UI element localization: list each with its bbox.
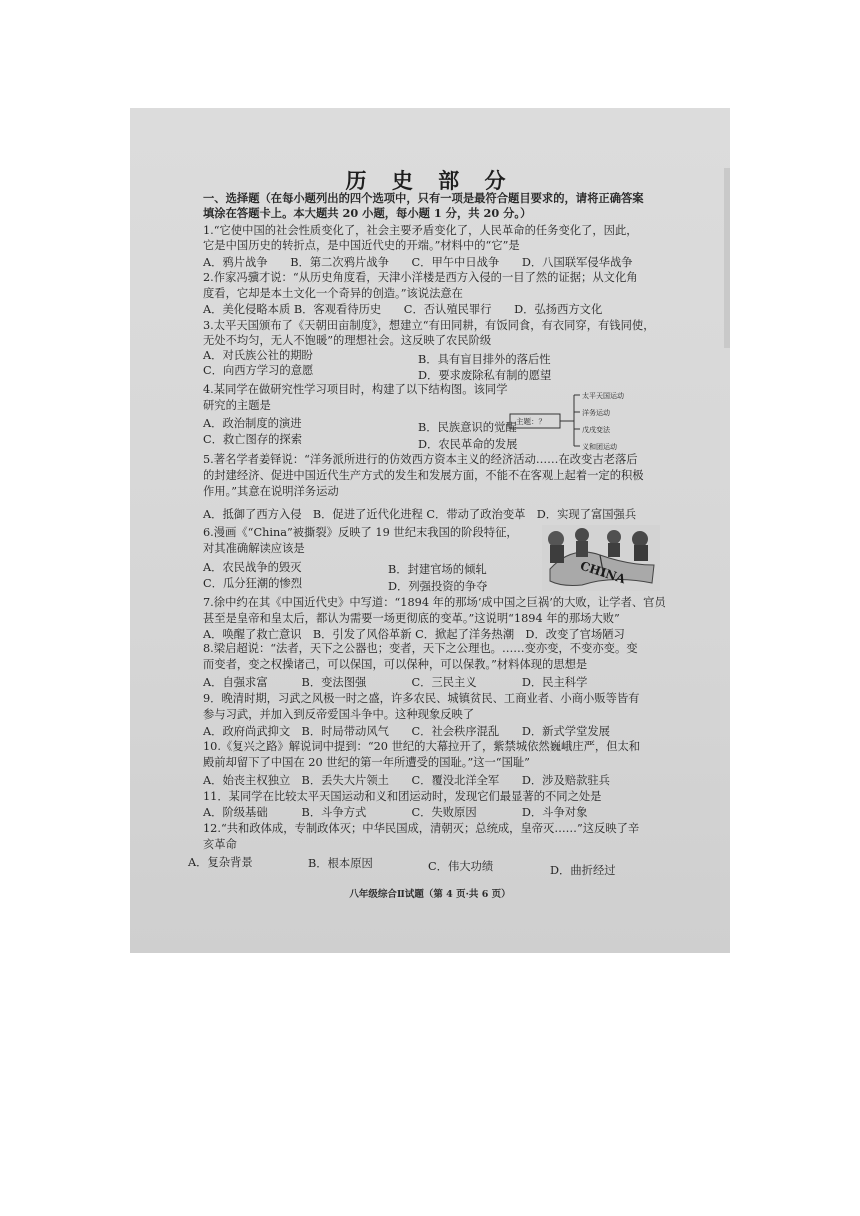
question-4-option-a: A．政治制度的演进 — [203, 417, 302, 430]
question-6-option-c: C．瓜分狂潮的惨烈 — [203, 577, 303, 590]
question-6-option-a: A．农民战争的毁灭 — [203, 561, 302, 574]
question-5-line-2: 的封建经济、促进中国近代生产方式的发生和发展方面，不能不在客观上起着一定的积极 — [203, 469, 644, 482]
question-3-line-1: 3.太平天国颁布了《天朝田亩制度》，想建立“有田同耕，有饭同食，有衣同穿，有钱同使， — [203, 319, 655, 332]
question-3-option-a: A．对氏族公社的期盼 — [203, 349, 313, 362]
cartoon-china-label: CHINA — [578, 558, 628, 587]
question-11-line-1: 11．某同学在比较太平天国运动和义和团运动时，发现它们最显著的不同之处是 — [203, 790, 602, 803]
exam-paper — [130, 108, 730, 953]
question-2-options: A．美化侵略本质 B．客观看待历史 C．否认殖民罪行 D．弘扬西方文化 — [203, 303, 603, 316]
diagram-item-3: 戊戌变法 — [582, 426, 610, 434]
question-3-option-c: C．向西方学习的意愿 — [203, 364, 314, 377]
question-9-options: A．政府尚武抑文 B．时局带动风气 C．社会秩序混乱 D．新式学堂发展 — [203, 725, 610, 738]
question-6-option-d: D．列强投资的争夺 — [388, 580, 488, 593]
question-10-line-1: 10.《复兴之路》解说词中提到：“20 世纪的大幕拉开了，紫禁城依然巍峨庄严，但太和 — [203, 740, 641, 753]
question-4-line-1: 4.某同学在做研究性学习项目时，构建了以下结构图。该同学 — [203, 383, 508, 396]
question-6-line-1: 6.漫画《“China”被撕裂》反映了 19 世纪末我国的阶段特征， — [203, 526, 518, 539]
question-3-option-b: B．具有盲目排外的落后性 — [418, 353, 551, 366]
question-6-line-2: 对其准确解读应该是 — [203, 542, 305, 555]
structure-diagram — [508, 390, 668, 452]
question-12-line-1: 12.“共和政体成，专制政体灭；中华民国成，清朝灭；总统成，皇帝灭……”这反映了辛 — [203, 822, 640, 835]
question-5-options: A．抵御了西方入侵 B．促进了近代化进程 C．带动了政治变革 D．实现了富国强兵 — [203, 508, 637, 521]
question-5-line-1: 5.著名学者姜铎说：“洋务派所进行的仿效西方资本主义的经济活动……在改变古老落后 — [203, 453, 638, 466]
question-8-line-1: 8.梁启超说：“法者，天下之公器也；变者，天下之公理也。……变亦变，不变亦变。变 — [203, 642, 638, 655]
question-1-line-2: 它是中国历史的转折点，是中国近代史的开端。”材料中的“它”是 — [203, 239, 520, 252]
question-3-option-d: D．要求废除私有制的愿望 — [418, 369, 552, 382]
question-1-options: A．鸦片战争 B．第二次鸦片战争 C．甲午中日战争 D．八国联军侵华战争 — [203, 256, 633, 269]
question-12-option-a: A．复杂背景 — [188, 856, 253, 869]
section-instruction-line-1: 一、选择题（在每小题列出的四个选项中，只有一项是最符合题目要求的，请将正确答案 — [203, 191, 644, 205]
question-8-options: A．自强求富 B．变法图强 C．三民主义 D．民主科学 — [203, 676, 588, 689]
question-7-options: A．唤醒了救亡意识 B．引发了风俗革新 C．掀起了洋务热潮 D．改变了官场陋习 — [203, 628, 625, 641]
question-2-line-2: 度看，它却是本土文化一个奇异的创造。”该说法意在 — [203, 287, 463, 300]
diagram-item-4: 义和团运动 — [582, 443, 617, 451]
paper-edge-shadow — [724, 168, 730, 348]
question-4-line-2: 研究的主题是 — [203, 399, 271, 412]
question-9-line-1: 9．晚清时期，习武之风极一时之盛，许多农民、城镇贫民、工商业者、小商小贩等皆有 — [203, 692, 640, 705]
diagram-theme-text: 主题：？ — [516, 417, 546, 426]
question-2-line-1: 2.作家冯骥才说：“从历史角度看，天津小洋楼是西方入侵的一目了然的证据；从文化角 — [203, 271, 638, 284]
question-5-line-3: 作用。”其意在说明洋务运动 — [203, 485, 339, 498]
question-4-option-c: C．救亡图存的探索 — [203, 433, 303, 446]
question-11-options: A．阶级基础 B．斗争方式 C．失败原因 D．斗争对象 — [203, 806, 588, 819]
question-12-option-d: D．曲折经过 — [550, 864, 616, 877]
question-12-option-b: B．根本原因 — [308, 857, 373, 870]
question-12-line-2: 亥革命 — [203, 838, 237, 851]
question-1-line-1: 1.“它使中国的社会性质变化了，社会主要矛盾变化了，人民革命的任务变化了，因此， — [203, 224, 638, 237]
question-3-line-2: 无处不均匀，无人不饱暖”的理想社会。这反映了农民阶级 — [203, 334, 492, 347]
question-7-line-2: 甚至是皇帝和皇太后，都认为需要一场更彻底的变革。”这说明“1894 年的那场大败” — [203, 612, 620, 625]
question-8-line-2: 而变者，变之权操诸己，可以保国，可以保种，可以保教。”材料体现的思想是 — [203, 658, 588, 671]
page-footer: 八年级综合Ⅱ试题（第 4 页·共 6 页） — [349, 889, 511, 900]
diagram-item-2: 洋务运动 — [582, 409, 610, 417]
question-4-option-b: B．民族意识的觉醒 — [418, 421, 517, 434]
question-12-option-c: C．伟大功绩 — [428, 860, 494, 873]
question-7-line-1: 7.徐中约在其《中国近代史》中写道：“1894 年的那场‘成中国之巨祸’的大败，让学者、官员 — [203, 596, 666, 609]
question-9-line-2: 参与习武，并加入到反帝爱国斗争中。这种现象反映了 — [203, 708, 475, 721]
question-10-options: A．始丧主权独立 B．丢失大片领土 C．覆没北洋全军 D．涉及赔款驻兵 — [203, 774, 610, 787]
diagram-item-1: 太平天国运动 — [582, 392, 624, 400]
page-title: 历 史 部 分 — [345, 168, 515, 193]
question-6-option-b: B．封建官场的倾轧 — [388, 563, 487, 576]
question-10-line-2: 殿前却留下了中国在 20 世纪的第一年所遭受的国耻。”这一“国耻” — [203, 756, 530, 769]
section-instruction-line-2: 填涂在答题卡上。本大题共 20 小题，每小题 1 分，共 20 分。） — [203, 206, 532, 220]
question-4-option-d: D．农民革命的发展 — [418, 438, 518, 451]
china-torn-cartoon — [542, 525, 660, 591]
